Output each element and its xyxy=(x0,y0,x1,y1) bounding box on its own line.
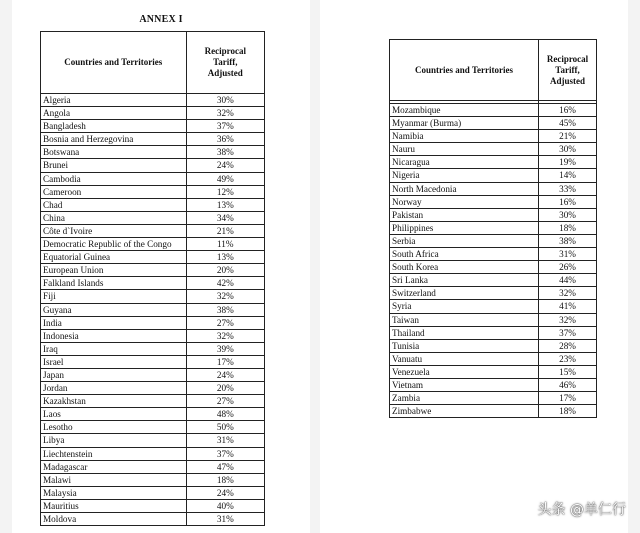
table-row xyxy=(41,172,265,185)
rate-cell: 37% xyxy=(186,447,264,460)
table-body-left xyxy=(41,94,265,526)
table-row xyxy=(41,355,265,368)
table-row xyxy=(41,473,265,486)
rate-column-header xyxy=(186,32,264,94)
rate-cell: 31% xyxy=(186,513,264,526)
country-cell: European Union xyxy=(41,264,187,277)
rate-cell: 21% xyxy=(539,130,597,143)
table-row xyxy=(390,326,597,339)
country-cell: India xyxy=(41,316,187,329)
rate-cell: 42% xyxy=(186,277,264,290)
rate-header-line-3: Adjusted xyxy=(550,75,586,86)
country-cell: Israel xyxy=(41,355,187,368)
table-row xyxy=(390,221,597,234)
country-cell: South Africa xyxy=(390,248,539,261)
rate-cell: 32% xyxy=(186,107,264,120)
table-row xyxy=(41,185,265,198)
rate-cell: 27% xyxy=(186,395,264,408)
rate-cell: 44% xyxy=(539,274,597,287)
country-cell: Philippines xyxy=(390,221,539,234)
annex-title: ANNEX I xyxy=(139,14,183,25)
rate-cell: 39% xyxy=(186,342,264,355)
rate-cell: 32% xyxy=(186,290,264,303)
rate-cell: 20% xyxy=(186,382,264,395)
rate-cell: 41% xyxy=(539,300,597,313)
watermark-text: 头条 @单仁行 xyxy=(537,502,626,518)
country-cell: Liechtenstein xyxy=(41,447,187,460)
table-row xyxy=(41,133,265,146)
rate-cell: 15% xyxy=(539,365,597,378)
rate-header-line-2: Tariff, xyxy=(555,64,580,75)
rate-cell: 32% xyxy=(186,329,264,342)
rate-cell: 48% xyxy=(186,408,264,421)
country-cell: Indonesia xyxy=(41,329,187,342)
table-row xyxy=(390,378,597,391)
country-cell: Jordan xyxy=(41,382,187,395)
table-row xyxy=(41,224,265,237)
table-row xyxy=(41,120,265,133)
country-cell: South Korea xyxy=(390,261,539,274)
country-cell: Syria xyxy=(390,300,539,313)
table-row xyxy=(390,274,597,287)
country-cell: Bosnia and Herzegovina xyxy=(41,133,187,146)
rate-cell: 28% xyxy=(539,339,597,352)
rate-cell: 16% xyxy=(539,195,597,208)
country-cell: China xyxy=(41,211,187,224)
rate-cell: 30% xyxy=(539,208,597,221)
rate-cell: 47% xyxy=(186,460,264,473)
country-cell: Norway xyxy=(390,195,539,208)
country-cell: Moldova xyxy=(41,513,187,526)
country-cell: Fiji xyxy=(41,290,187,303)
country-cell: Brunei xyxy=(41,159,187,172)
table-row xyxy=(390,352,597,365)
table-header-row xyxy=(390,40,597,101)
country-cell: Democratic Republic of the Congo xyxy=(41,238,187,251)
table-row xyxy=(41,329,265,342)
rate-cell: 38% xyxy=(186,303,264,316)
rate-cell: 37% xyxy=(539,326,597,339)
country-column-header: Countries and Territories xyxy=(41,32,187,94)
rate-header-line-2: Tariff, xyxy=(213,57,238,67)
document-page-left xyxy=(12,0,310,533)
country-cell: Botswana xyxy=(41,146,187,159)
country-cell: Malawi xyxy=(41,473,187,486)
rate-cell: 24% xyxy=(186,368,264,381)
table-row xyxy=(41,107,265,120)
country-cell: Mozambique xyxy=(390,104,539,117)
table-body-right xyxy=(390,101,597,418)
country-cell: Pakistan xyxy=(390,208,539,221)
rate-cell: 50% xyxy=(186,421,264,434)
country-cell: Nicaragua xyxy=(390,156,539,169)
table-row xyxy=(41,460,265,473)
rate-cell: 46% xyxy=(539,378,597,391)
table-row xyxy=(41,382,265,395)
table-row xyxy=(390,313,597,326)
rate-cell: 13% xyxy=(186,251,264,264)
country-cell: Namibia xyxy=(390,130,539,143)
table-row xyxy=(41,316,265,329)
rate-cell: 12% xyxy=(186,185,264,198)
country-cell: Vietnam xyxy=(390,378,539,391)
table-row xyxy=(41,395,265,408)
country-column-header: Countries and Territories xyxy=(390,40,539,101)
rate-column-header xyxy=(539,40,597,101)
country-cell: Myanmar (Burma) xyxy=(390,117,539,130)
table-row xyxy=(41,251,265,264)
table-row xyxy=(41,290,265,303)
country-cell: Switzerland xyxy=(390,287,539,300)
table-row xyxy=(390,195,597,208)
table-row xyxy=(390,287,597,300)
rate-cell: 27% xyxy=(186,316,264,329)
rate-cell: 49% xyxy=(186,172,264,185)
rate-cell: 40% xyxy=(186,499,264,512)
country-cell: Libya xyxy=(41,434,187,447)
rate-cell: 17% xyxy=(539,392,597,405)
table-row xyxy=(41,499,265,512)
country-cell: Japan xyxy=(41,368,187,381)
rate-header-line-1: Reciprocal xyxy=(546,53,589,64)
rate-cell: 45% xyxy=(539,117,597,130)
table-row xyxy=(390,392,597,405)
table-row xyxy=(390,169,597,182)
rate-cell: 11% xyxy=(186,238,264,251)
country-cell: Falkland Islands xyxy=(41,277,187,290)
country-cell: Venezuela xyxy=(390,365,539,378)
rate-cell: 18% xyxy=(539,221,597,234)
rate-cell: 18% xyxy=(186,473,264,486)
table-row xyxy=(41,146,265,159)
country-cell: Nauru xyxy=(390,143,539,156)
rate-cell: 18% xyxy=(539,405,597,418)
rate-cell: 21% xyxy=(186,224,264,237)
country-cell: Iraq xyxy=(41,342,187,355)
rate-cell: 13% xyxy=(186,198,264,211)
country-cell: Nigeria xyxy=(390,169,539,182)
table-row xyxy=(390,339,597,352)
document-page-right xyxy=(320,0,628,533)
country-cell: Serbia xyxy=(390,234,539,247)
rate-cell: 31% xyxy=(539,248,597,261)
country-cell: Laos xyxy=(41,408,187,421)
country-cell: Bangladesh xyxy=(41,120,187,133)
table-row xyxy=(390,143,597,156)
rate-cell: 36% xyxy=(186,133,264,146)
country-cell: Zimbabwe xyxy=(390,405,539,418)
rate-cell: 38% xyxy=(539,234,597,247)
table-row xyxy=(390,156,597,169)
table-row xyxy=(390,234,597,247)
rate-cell: 32% xyxy=(539,287,597,300)
rate-cell: 30% xyxy=(186,94,264,107)
country-cell: Sri Lanka xyxy=(390,274,539,287)
country-cell: North Macedonia xyxy=(390,182,539,195)
rate-cell: 26% xyxy=(539,261,597,274)
table-row xyxy=(390,261,597,274)
country-cell: Kazakhstan xyxy=(41,395,187,408)
rate-cell: 24% xyxy=(186,159,264,172)
table-row xyxy=(41,513,265,526)
country-cell: Zambia xyxy=(390,392,539,405)
table-row xyxy=(390,130,597,143)
table-row xyxy=(390,117,597,130)
country-cell: Taiwan xyxy=(390,313,539,326)
rate-cell: 14% xyxy=(539,169,597,182)
country-cell: Tunisia xyxy=(390,339,539,352)
country-cell: Angola xyxy=(41,107,187,120)
tariff-table-left xyxy=(40,31,265,526)
table-row xyxy=(41,238,265,251)
table-header-row xyxy=(41,32,265,94)
rate-cell: 30% xyxy=(539,143,597,156)
table-row xyxy=(390,208,597,221)
table-row xyxy=(41,447,265,460)
country-cell: Algeria xyxy=(41,94,187,107)
country-cell: Equatorial Guinea xyxy=(41,251,187,264)
table-row xyxy=(41,198,265,211)
country-cell: Cameroon xyxy=(41,185,187,198)
table-row xyxy=(41,342,265,355)
table-row xyxy=(390,300,597,313)
country-cell: Mauritius xyxy=(41,499,187,512)
rate-header-line-1: Reciprocal xyxy=(204,46,246,56)
table-row xyxy=(390,182,597,195)
table-row xyxy=(41,303,265,316)
country-cell: Lesotho xyxy=(41,421,187,434)
rate-cell: 24% xyxy=(186,486,264,499)
table-row xyxy=(390,405,597,418)
rate-cell: 17% xyxy=(186,355,264,368)
country-cell: Chad xyxy=(41,198,187,211)
country-cell: Malaysia xyxy=(41,486,187,499)
rate-header-line-3: Adjusted xyxy=(207,68,243,78)
country-cell: Guyana xyxy=(41,303,187,316)
rate-cell: 34% xyxy=(186,211,264,224)
country-cell: Cambodia xyxy=(41,172,187,185)
table-row xyxy=(41,368,265,381)
rate-cell: 37% xyxy=(186,120,264,133)
rate-cell: 16% xyxy=(539,104,597,117)
country-cell: Vanuatu xyxy=(390,352,539,365)
country-cell: Thailand xyxy=(390,326,539,339)
country-cell: Côte d`Ivoire xyxy=(41,224,187,237)
rate-cell: 38% xyxy=(186,146,264,159)
table-row xyxy=(41,434,265,447)
table-row xyxy=(390,104,597,117)
country-cell: Madagascar xyxy=(41,460,187,473)
rate-cell: 32% xyxy=(539,313,597,326)
table-row xyxy=(41,159,265,172)
table-row xyxy=(390,248,597,261)
tariff-table-right xyxy=(389,39,597,418)
rate-cell: 19% xyxy=(539,156,597,169)
table-row xyxy=(41,264,265,277)
table-row xyxy=(41,277,265,290)
rate-cell: 31% xyxy=(186,434,264,447)
table-row xyxy=(41,211,265,224)
rate-cell: 33% xyxy=(539,182,597,195)
table-row xyxy=(41,486,265,499)
table-row xyxy=(390,365,597,378)
table-row xyxy=(41,408,265,421)
rate-cell: 23% xyxy=(539,352,597,365)
table-row xyxy=(41,421,265,434)
rate-cell: 20% xyxy=(186,264,264,277)
table-row xyxy=(41,94,265,107)
